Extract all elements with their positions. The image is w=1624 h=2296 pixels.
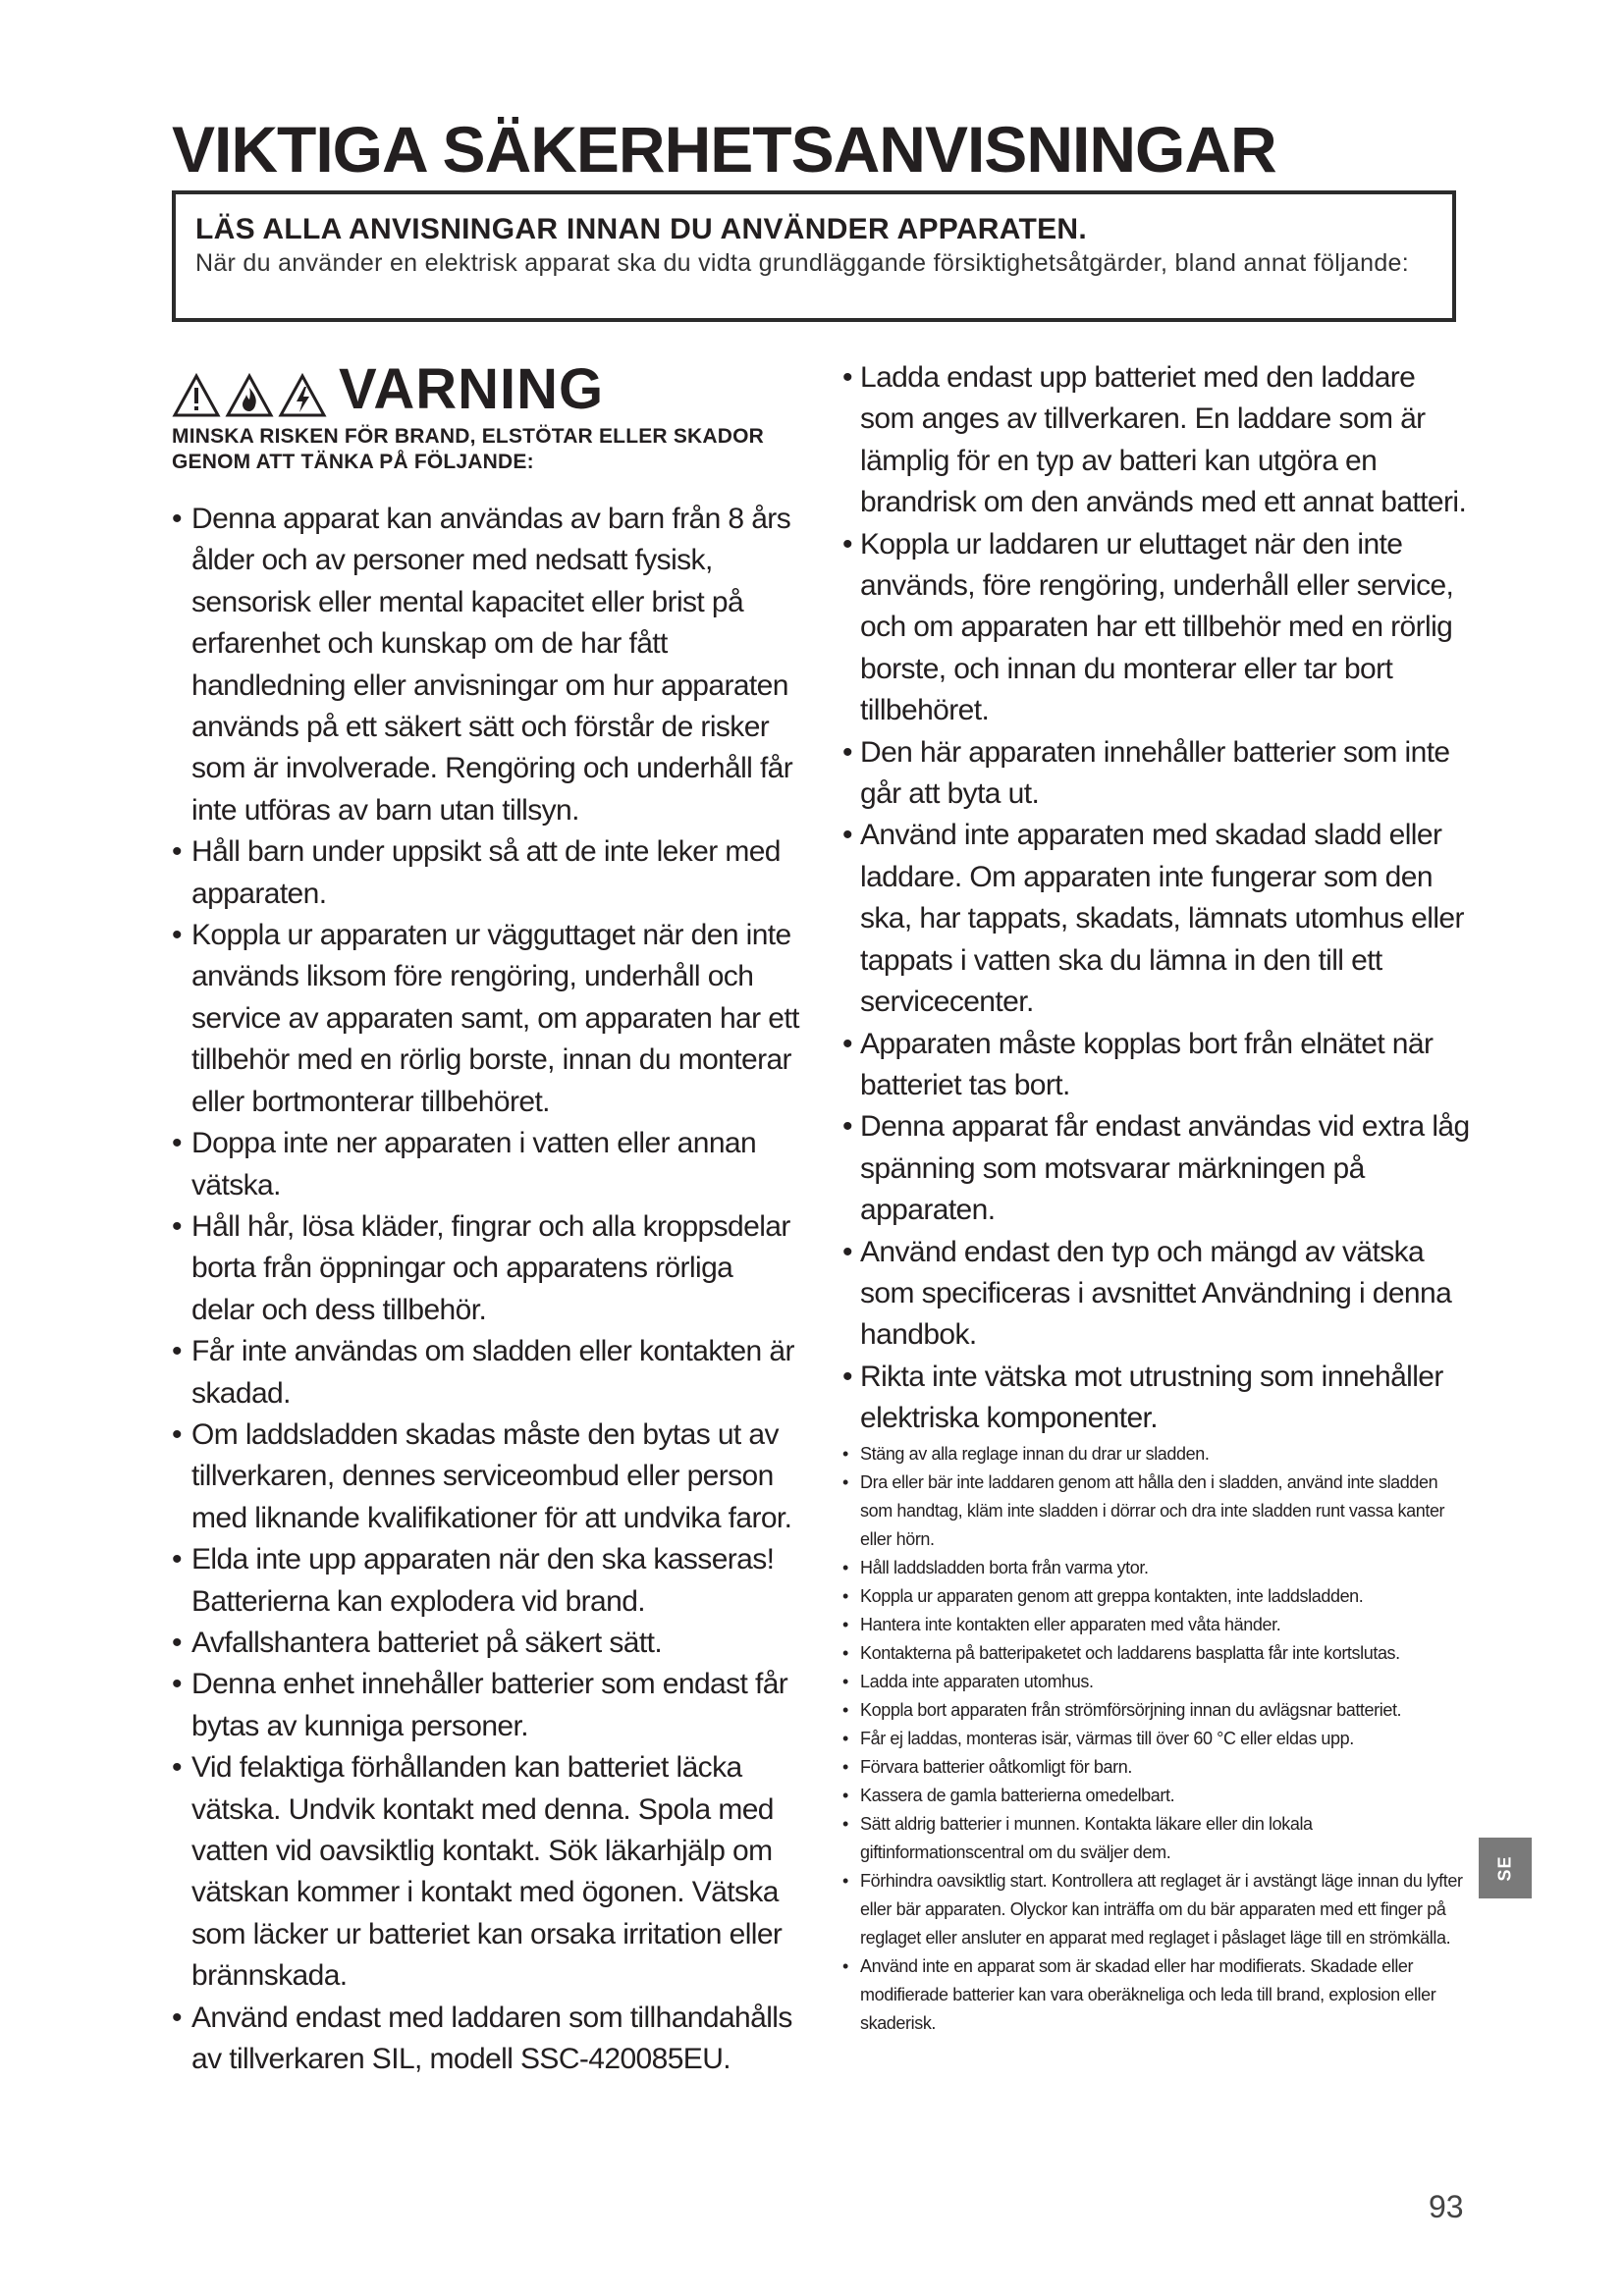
list-item: • Använd inte en apparat som är skadad eller har modifierats. Skadade eller modifierade batterier kan vara oberäkneliga och leda till brand, explosion eller skaderisk.	[842, 1952, 1471, 2038]
warning-title: VARNING	[339, 357, 605, 421]
list-item: • Denna apparat kan användas av barn från 8 års ålder och av personer med nedsatt fysisk, sensorisk eller mental kapacitet eller brist på erfarenhet och kunskap om de har fått handledning eller anvisningar om hur apparaten används på ett säkert sätt och förstår de risker som är involverade. Rengöring och underhåll får inte utföras av barn utan tillsyn.	[172, 499, 800, 831]
list-item: • Använd endast den typ och mängd av vätska som specificeras i avsnittet Användning i denna handbok.	[842, 1232, 1471, 1357]
list-item: • Vid felaktiga förhållanden kan batteriet läcka vätska. Undvik kontakt med denna. Spola med vatten vid oavsiktlig kontakt. Sök läkarhjälp om vätskan kommer i kontakt med ögonen. Vätska som läcker ur batteriet kan orsaka irritation eller brännskada.	[172, 1747, 800, 1997]
left-safety-list	[172, 499, 800, 2080]
list-item: • Denna apparat får endast användas vid extra låg spänning som motsvarar märkningen på apparaten.	[842, 1106, 1471, 1231]
page-number: 93	[1429, 2189, 1464, 2224]
list-item: • Håll laddsladden borta från varma ytor.	[842, 1554, 1471, 1582]
electric-shock-icon	[278, 373, 327, 418]
list-item: • Doppa inte ner apparaten i vatten eller annan vätska.	[172, 1123, 800, 1206]
list-item: • Koppla bort apparaten från strömförsörjning innan du avlägsnar batteriet.	[842, 1696, 1471, 1725]
list-item: • Sätt aldrig batterier i munnen. Kontakta läkare eller din lokala giftinformationscentral om du sväljer dem.	[842, 1810, 1471, 1867]
language-tab	[1479, 1838, 1532, 1898]
intro-heading: LÄS ALLA ANVISNINGAR INNAN DU ANVÄNDER APPARATEN.	[195, 213, 1088, 245]
warning-header	[172, 357, 800, 421]
right-column	[842, 357, 1471, 2038]
list-item: • Om laddsladden skadas måste den bytas ut av tillverkaren, dennes serviceombud eller person med liknande kvalifikationer för att undvika faror.	[172, 1415, 800, 1539]
intro-text: När du använder en elektrisk apparat ska du vidta grundläggande försiktighetsåtgärder, bland annat följande:	[195, 249, 1409, 277]
list-item: • Förhindra oavsiktlig start. Kontrollera att reglaget är i avstängt läge innan du lyfter eller bär apparaten. Olyckor kan inträffa om du bär apparaten med ett finger på reglaget eller ansluter en apparat med reglaget i påslaget läge till en strömkälla.	[842, 1867, 1471, 1952]
list-item: • Får inte användas om sladden eller kontakten är skadad.	[172, 1331, 800, 1415]
list-item: • Koppla ur laddaren ur eluttaget när den inte används, före rengöring, underhåll eller service, och om apparaten har ett tillbehör med en rörlig borste, och innan du monterar eller tar bort tillbehöret.	[842, 524, 1471, 732]
intro-box	[172, 190, 1456, 322]
list-item: • Den här apparaten innehåller batterier som inte går att byta ut.	[842, 732, 1471, 816]
warning-subtitle: MINSKA RISKEN FÖR BRAND, ELSTÖTAR ELLER SKADOR GENOM ATT TÄNKA PÅ FÖLJANDE:	[172, 425, 765, 473]
list-item: • Elda inte upp apparaten när den ska kasseras! Batterierna kan explodera vid brand.	[172, 1539, 800, 1623]
list-item: • Kassera de gamla batterierna omedelbart.	[842, 1782, 1471, 1810]
right-small-safety-list	[842, 1440, 1471, 2038]
list-item: • Stäng av alla reglage innan du drar ur sladden.	[842, 1440, 1471, 1468]
list-item: • Rikta inte vätska mot utrustning som innehåller elektriska komponenter.	[842, 1357, 1471, 1440]
left-column	[172, 357, 800, 2080]
list-item: • Kontakterna på batteripaketet och laddarens basplatta får inte kortslutas.	[842, 1639, 1471, 1668]
list-item: • Håll barn under uppsikt så att de inte leker med apparaten.	[172, 831, 800, 915]
language-tab-label: SE	[1494, 1854, 1515, 1882]
list-item: • Koppla ur apparaten genom att greppa kontakten, inte laddsladden.	[842, 1582, 1471, 1611]
list-item: • Förvara batterier oåtkomligt för barn.	[842, 1753, 1471, 1782]
list-item: • Avfallshantera batteriet på säkert sätt.	[172, 1623, 800, 1664]
list-item: • Koppla ur apparaten ur vägguttaget när den inte används liksom före rengöring, underhåll och service av apparaten samt, om apparaten har ett tillbehör med en rörlig borste, innan du monterar eller bortmonterar tillbehöret.	[172, 915, 800, 1123]
list-item: • Ladda inte apparaten utomhus.	[842, 1668, 1471, 1696]
fire-hazard-icon	[225, 373, 274, 418]
list-item: • Använd inte apparaten med skadad sladd eller laddare. Om apparaten inte fungerar som den ska, har tappats, skadats, lämnats utomhus eller tappats i vatten ska du lämna in den till ett servicecenter.	[842, 815, 1471, 1023]
page-title: VIKTIGA SÄKERHETSANVISNINGAR	[172, 113, 1276, 186]
list-item: • Apparaten måste kopplas bort från elnätet när batteriet tas bort.	[842, 1024, 1471, 1107]
list-item: • Denna enhet innehåller batterier som endast får bytas av kunniga personer.	[172, 1664, 800, 1747]
right-safety-list	[842, 357, 1471, 1440]
list-item: • Håll hår, lösa kläder, fingrar och alla kroppsdelar borta från öppningar och apparatens rörliga delar och dess tillbehör.	[172, 1206, 800, 1331]
warning-triangle-icon	[172, 373, 221, 418]
list-item: • Ladda endast upp batteriet med den laddare som anges av tillverkaren. En laddare som är lämplig för en typ av batteri kan utgöra en brandrisk om den används med ett annat batteri.	[842, 357, 1471, 524]
list-item: • Dra eller bär inte laddaren genom att hålla den i sladden, använd inte sladden som handtag, kläm inte sladden i dörrar och dra inte sladden runt vassa kanter eller hörn.	[842, 1468, 1471, 1554]
list-item: • Hantera inte kontakten eller apparaten med våta händer.	[842, 1611, 1471, 1639]
list-item: • Använd endast med laddaren som tillhandahålls av tillverkaren SIL, modell SSC-420085EU.	[172, 1998, 800, 2081]
list-item: • Får ej laddas, monteras isär, värmas till över 60 °C eller eldas upp.	[842, 1725, 1471, 1753]
